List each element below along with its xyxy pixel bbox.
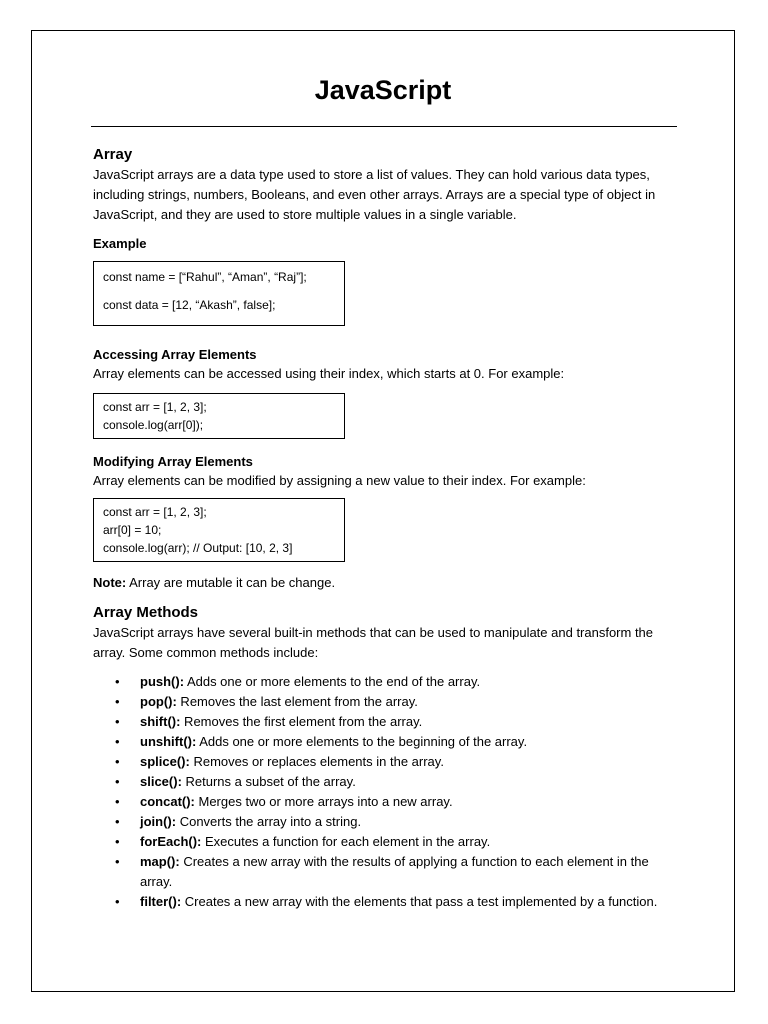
array-heading: Array <box>93 146 133 163</box>
list-item <box>93 712 679 732</box>
example-code-box <box>93 261 345 326</box>
methods-description: JavaScript arrays have several built-in methods that can be used to manipulate and transform the array. Some common methods include: <box>93 625 654 660</box>
method-name: concat(): <box>140 794 195 809</box>
method-description: Creates a new array with the results of applying a function to each element in the array. <box>140 854 649 889</box>
note-text: Array are mutable it can be change. <box>126 575 336 590</box>
method-description: Adds one or more elements to the beginning of the array. <box>196 734 528 749</box>
bullet-icon: • <box>115 854 120 869</box>
code-line: console.log(arr); // Output: [10, 2, 3] <box>103 541 293 555</box>
array-section <box>93 145 679 326</box>
content <box>93 145 679 912</box>
method-description: Removes the last element from the array. <box>176 694 418 709</box>
bullet-icon: • <box>115 674 120 689</box>
method-description: Executes a function for each element in the array. <box>201 834 491 849</box>
example-heading: Example <box>93 236 147 251</box>
document-page <box>31 30 735 992</box>
bullet-icon: • <box>115 814 120 829</box>
bullet-icon: • <box>115 774 120 789</box>
list-item <box>93 812 679 832</box>
page-title: JavaScript <box>314 75 452 105</box>
modifying-section <box>93 452 679 562</box>
title-divider <box>91 126 677 127</box>
list-item <box>93 692 679 712</box>
method-description: Adds one or more elements to the end of the array. <box>184 674 481 689</box>
accessing-section <box>93 345 679 439</box>
method-name: shift(): <box>140 714 181 729</box>
bullet-icon: • <box>115 794 120 809</box>
bullet-icon: • <box>115 714 120 729</box>
method-name: push(): <box>140 674 185 689</box>
note <box>93 573 679 593</box>
list-item <box>93 892 679 912</box>
methods-heading: Array Methods <box>93 604 199 621</box>
accessing-code-box <box>93 393 345 439</box>
modifying-description: Array elements can be modified by assigning a new value to their index. For example: <box>93 473 586 488</box>
code-line: console.log(arr[0]); <box>103 418 204 432</box>
method-name: unshift(): <box>140 734 197 749</box>
method-description: Creates a new array with the elements that pass a test implemented by a function. <box>181 894 658 909</box>
list-item <box>93 732 679 752</box>
method-description: Converts the array into a string. <box>176 814 362 829</box>
method-name: join(): <box>140 814 177 829</box>
bullet-icon: • <box>115 834 120 849</box>
methods-list <box>93 672 679 912</box>
modifying-code-box <box>93 498 345 562</box>
array-description: JavaScript arrays are a data type used to store a list of values. They can hold various data types, including strings, numbers, Booleans, and even other arrays. Arrays are a special type of object in JavaScript, and they are used to store multiple values in a single variable. <box>93 167 656 222</box>
list-item <box>93 752 679 772</box>
code-line: const name = [“Rahul”, “Aman”, “Raj”]; <box>103 270 307 284</box>
method-name: forEach(): <box>140 834 202 849</box>
method-name: pop(): <box>140 694 177 709</box>
bullet-icon: • <box>115 694 120 709</box>
list-item <box>93 772 679 792</box>
method-description: Removes or replaces elements in the array. <box>189 754 444 769</box>
method-name: slice(): <box>140 774 182 789</box>
code-line: const arr = [1, 2, 3]; <box>103 505 207 519</box>
list-item <box>93 832 679 852</box>
list-item <box>93 792 679 812</box>
method-description: Returns a subset of the array. <box>181 774 356 789</box>
method-description: Removes the first element from the array. <box>180 714 423 729</box>
bullet-icon: • <box>115 894 120 909</box>
accessing-description: Array elements can be accessed using their index, which starts at 0. For example: <box>93 366 565 381</box>
note-label: Note: <box>93 575 127 590</box>
bullet-icon: • <box>115 754 120 769</box>
bullet-icon: • <box>115 734 120 749</box>
code-line: arr[0] = 10; <box>103 523 162 537</box>
code-line: const arr = [1, 2, 3]; <box>103 400 207 414</box>
list-item <box>93 852 679 892</box>
method-name: splice(): <box>140 754 190 769</box>
accessing-heading: Accessing Array Elements <box>93 347 257 362</box>
method-name: filter(): <box>140 894 182 909</box>
modifying-heading: Modifying Array Elements <box>93 454 253 469</box>
method-description: Merges two or more arrays into a new array. <box>194 794 453 809</box>
list-item <box>93 672 679 692</box>
code-line: const data = [12, “Akash”, false]; <box>103 298 276 312</box>
methods-section <box>93 603 679 912</box>
method-name: map(): <box>140 854 180 869</box>
